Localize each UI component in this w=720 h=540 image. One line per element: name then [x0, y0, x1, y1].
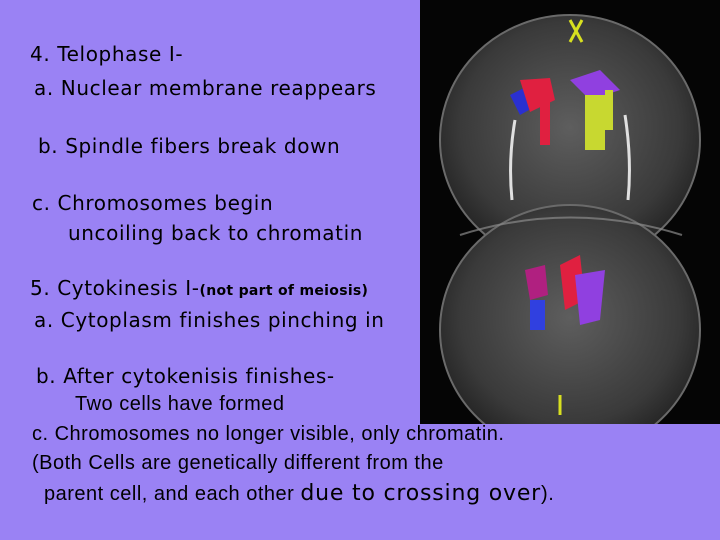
- cytokinesis-note: (not part of meiosis): [199, 283, 369, 299]
- genetics-note-pre: parent cell, and each other: [44, 483, 301, 505]
- telophase-heading: 4. Telophase I-: [30, 42, 184, 66]
- telophase-item-b: b. Spindle fibers break down: [38, 134, 341, 158]
- crossing-over-emphasis: due to crossing over: [300, 481, 542, 506]
- genetics-note-line1: (Both Cells are genetically different from the: [32, 452, 444, 474]
- telophase-cell-illustration: [420, 0, 720, 424]
- cytokinesis-item-a: a. Cytoplasm finishes pinching in: [34, 308, 385, 332]
- cytokinesis-item-b-line2: Two cells have formed: [75, 393, 285, 415]
- genetics-note-line2: [44, 482, 554, 506]
- telophase-item-c-line2: uncoiling back to chromatin: [68, 221, 364, 245]
- cell-division-photo: [420, 0, 720, 424]
- cytokinesis-heading: [30, 276, 368, 303]
- cytokinesis-item-b-line1: b. After cytokenisis finishes-: [36, 364, 335, 388]
- genetics-note-post: ).: [541, 483, 555, 505]
- telophase-item-c-line1: c. Chromosomes begin: [32, 191, 274, 215]
- telophase-item-a: a. Nuclear membrane reappears: [34, 76, 377, 100]
- cytokinesis-item-c: c. Chromosomes no longer visible, only chromatin.: [32, 423, 505, 445]
- cytokinesis-heading-text: 5. Cytokinesis I-: [30, 276, 200, 300]
